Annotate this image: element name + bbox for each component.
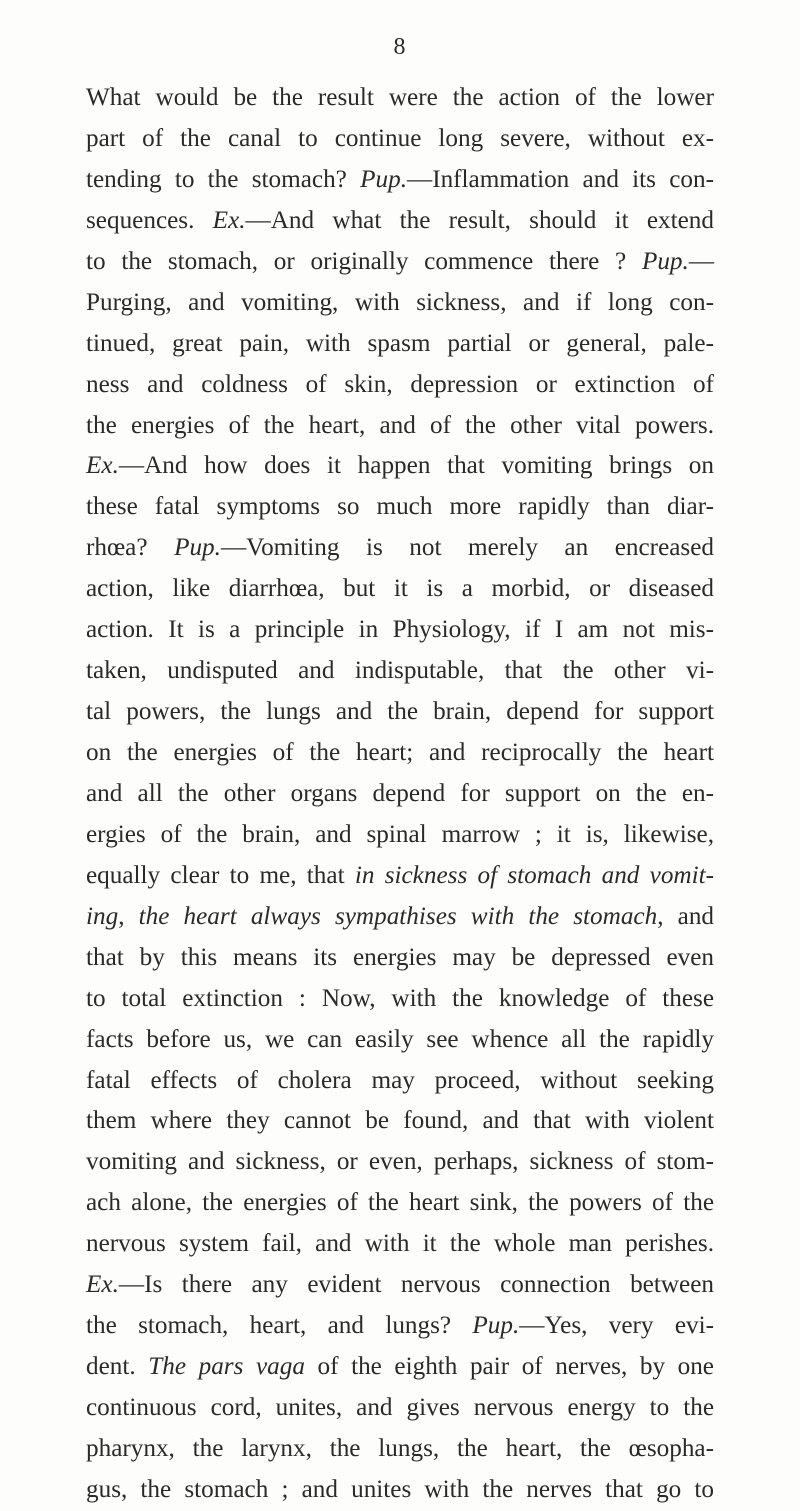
text-segment: , and [657, 902, 715, 930]
italic-segment: Pup. [360, 165, 407, 193]
text-segment: —Yes, very evi- [519, 1312, 714, 1340]
italic-segment: Ex. [86, 452, 119, 480]
text-line [86, 856, 714, 897]
text-line [86, 610, 714, 651]
text-line [86, 1142, 714, 1183]
text-line [86, 201, 714, 242]
italic-segment: Ex. [86, 1271, 119, 1299]
text-segment: facts before us, we can easily see whence all the rapidly [86, 1025, 714, 1053]
text-line [86, 160, 714, 201]
text-line [86, 1020, 714, 1061]
text-segment: Purging, and vomiting, with sickness, and if long con- [86, 288, 714, 316]
text-segment: —Vomiting is not merely an encreased [220, 534, 714, 562]
text-segment: nervous system fail, and with it the whole man perishes. [86, 1230, 714, 1258]
text-segment: these fatal symptoms so much more rapidly than diar- [86, 493, 714, 521]
text-segment: pharynx, the larynx, the lungs, the heart, the œsopha- [86, 1434, 714, 1462]
italic-segment: Ex. [212, 206, 246, 234]
italic-segment: ing [86, 902, 119, 930]
text-segment: —Inflammation and its con- [407, 165, 715, 193]
text-line [86, 283, 714, 324]
text-segment: equally clear to me, that [86, 861, 355, 889]
text-segment: dent. [86, 1353, 149, 1381]
text-segment: What would be the result were the action of the lower [86, 84, 714, 111]
italic-segment: Pup. [174, 534, 221, 562]
text-segment: of the eighth pair of nerves, by one [304, 1353, 714, 1381]
text-line [86, 897, 714, 938]
text-line [86, 1224, 714, 1265]
text-line [86, 651, 714, 692]
text-segment: to the stomach, or originally commence there ? [86, 247, 642, 275]
text-line [86, 242, 714, 283]
text-line [86, 78, 714, 119]
italic-segment: in sickness of stomach and vomit- [354, 861, 714, 889]
italic-segment: the heart always sympathises with the stomach [138, 902, 658, 930]
text-line [86, 733, 714, 774]
text-segment: tending to the stomach? [86, 165, 361, 193]
text-line [86, 774, 714, 815]
text-line [86, 1265, 714, 1306]
text-line [86, 1101, 714, 1142]
text-segment: that by this means its energies may be depressed even [86, 943, 714, 971]
text-line [86, 815, 714, 856]
text-segment: the stomach, heart, and lungs? [86, 1312, 473, 1340]
italic-segment: Pup. [641, 247, 689, 275]
text-line [86, 938, 714, 979]
text-line [86, 324, 714, 365]
text-segment: the energies of the heart, and of the other vital powers. [86, 411, 714, 439]
text-line [86, 979, 714, 1020]
text-line [86, 406, 714, 447]
text-segment: and all the other organs depend for support on the en- [86, 779, 714, 807]
text-line [86, 1061, 714, 1102]
text-segment: action, like diarrhœa, but it is a morbid, or diseased [86, 575, 714, 603]
text-line [86, 1429, 714, 1470]
text-line [86, 1388, 714, 1429]
text-line [86, 1306, 714, 1347]
text-segment: —And how does it happen that vomiting brings on [118, 452, 714, 480]
text-segment: part of the canal to continue long severe, without ex- [86, 124, 714, 152]
text-segment: — [688, 247, 714, 275]
text-line [86, 487, 714, 528]
body-text [86, 78, 714, 1511]
text-segment: tal powers, the lungs and the brain, depend for support [86, 698, 714, 726]
text-segment: fatal effects of cholera may proceed, without seeking [86, 1066, 714, 1094]
text-line [86, 365, 714, 406]
text-line [86, 569, 714, 610]
text-segment: ach alone, the energies of the heart sink, the powers of the [86, 1189, 714, 1217]
text-line [86, 1347, 714, 1388]
text-line [86, 446, 714, 487]
text-segment: ness and coldness of skin, depression or extinction of [86, 370, 714, 398]
text-segment: gus, the stomach ; and unites with the nerves that go to [86, 1475, 714, 1503]
text-segment: , [118, 902, 139, 930]
italic-segment: Pup. [472, 1312, 520, 1340]
text-segment: action. It is a principle in Physiology, if I am not mis- [86, 616, 714, 644]
text-segment: continuous cord, unites, and gives nervous energy to the [86, 1394, 714, 1421]
text-segment: on the energies of the heart; and reciprocally the heart [86, 739, 714, 766]
text-segment: —Is there any evident nervous connection between [118, 1271, 714, 1299]
text-segment: to total extinction : Now, with the knowledge of these [86, 984, 714, 1012]
text-line [86, 528, 714, 569]
text-segment: them where they cannot be found, and that with violent [86, 1107, 714, 1135]
page-number: 8 [393, 34, 407, 60]
text-segment: —And what the result, should it extend [245, 206, 714, 234]
text-segment: rhœa? [86, 534, 175, 562]
text-line [86, 119, 714, 160]
text-segment: tinued, great pain, with spasm partial or general, pale- [86, 329, 714, 357]
text-segment: taken, undisputed and indisputable, that the other vi- [86, 657, 714, 685]
text-line [86, 1183, 714, 1224]
text-line [86, 692, 714, 733]
text-segment: ergies of the brain, and spinal marrow ; it is, likewise, [86, 820, 714, 848]
italic-segment: The pars vaga [148, 1353, 305, 1381]
text-segment: vomiting and sickness, or even, perhaps, sickness of stom- [86, 1148, 714, 1176]
text-line [86, 1470, 714, 1511]
text-segment: sequences. [86, 206, 213, 234]
